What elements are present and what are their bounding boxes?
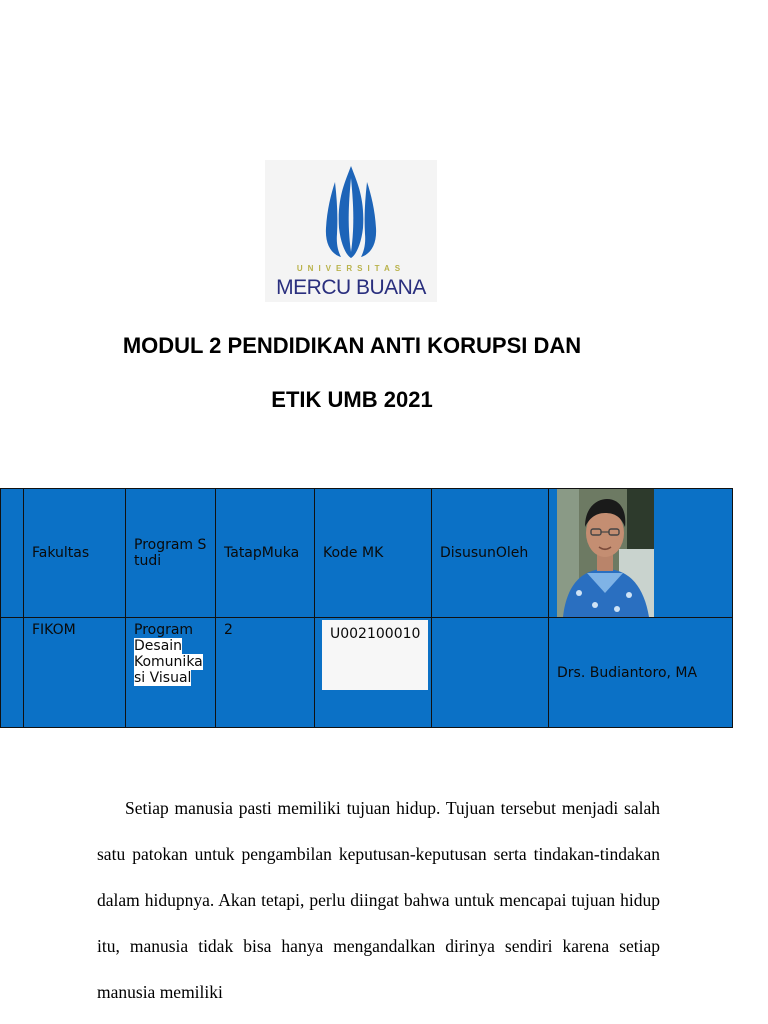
program-studi-line: Komunika [134,654,203,670]
module-title-line-2: ETIK UMB 2021 [271,387,433,412]
flame-emblem-icon [265,160,437,270]
header-program-studi: Program Studi [126,489,216,618]
cell-disusun-oleh [432,618,549,728]
cell-kode-mk [315,618,432,728]
header-kode-mk: Kode MK [315,489,432,618]
program-studi-line: si Visual [134,670,192,686]
table-cell-blank [1,489,24,618]
program-studi-line: Desain [134,638,183,654]
cell-penyusun-name: Drs. Budiantoro, MA [549,618,733,728]
module-info-table [0,488,733,728]
table-header-row [1,489,733,618]
cell-fakultas: FIKOM [24,618,126,728]
program-studi-line: Program [134,622,194,638]
table-data-row [1,618,733,728]
header-disusun-oleh: DisusunOleh [432,489,549,618]
body-paragraph: Setiap manusia pasti memiliki tujuan hidup. Tujuan tersebut menjadi salah satu patokan untuk pengambilan keputusan-keputusan serta tindakan-tindakan dalam hidupnya. Akan tetapi, perlu diingat bahwa untuk mencapai tujuan hidup itu, manusia tidak bisa hanya mengandalkan dirinya sendiri karena setiap manusia memiliki [97,798,660,1002]
kode-mk-value: U002100010 [322,620,428,690]
logo-university-name: MERCU BUANA [276,276,426,299]
logo-university-label: UNIVERSITAS [296,264,406,273]
cell-program-studi [126,618,216,728]
header-tatap-muka: TatapMuka [216,489,315,618]
table-cell-blank [1,618,24,728]
author-photo-cell [549,489,733,618]
author-photo [557,489,654,617]
header-fakultas: Fakultas [24,489,126,618]
cell-tatap-muka: 2 [216,618,315,728]
module-title-line-1: MODUL 2 PENDIDIKAN ANTI KORUPSI DAN [122,333,582,358]
university-logo [265,160,437,302]
